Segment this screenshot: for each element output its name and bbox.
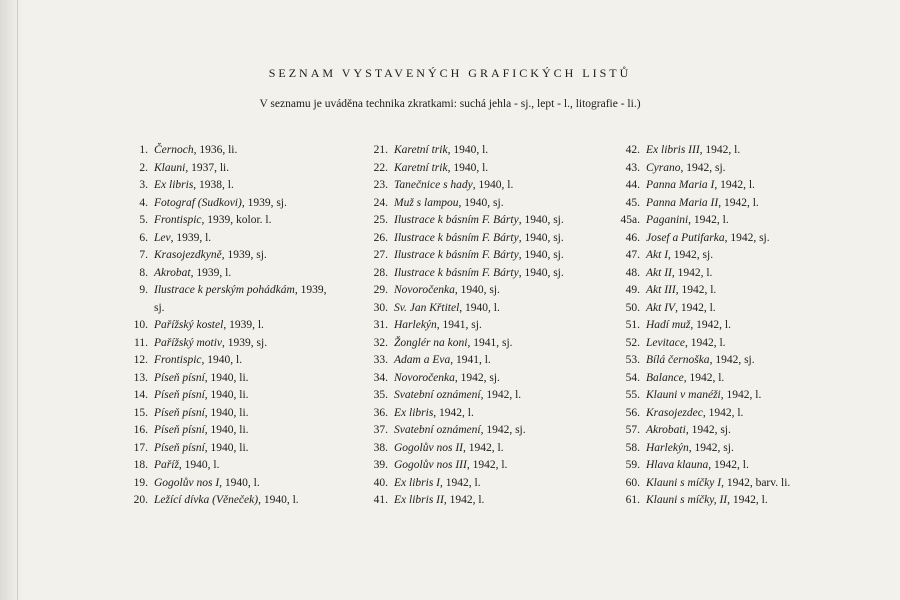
entry-title: Harlekýn — [394, 319, 437, 331]
entry-number: 39. — [373, 459, 388, 471]
catalog-entry — [362, 317, 612, 335]
entry-number: 33. — [373, 354, 388, 366]
entry-number: 12. — [133, 354, 148, 366]
entry-number: 30. — [373, 301, 388, 314]
catalog-entry — [608, 352, 848, 370]
page-title: SEZNAM VYSTAVENÝCH GRAFICKÝCH LISTŮ — [268, 66, 632, 80]
catalog-entry — [608, 282, 848, 300]
catalog-entry — [608, 195, 848, 213]
entry-title: Akt III — [646, 284, 676, 296]
entry-details: , 1942, l. — [718, 196, 759, 209]
entry-number: 61. — [625, 494, 640, 506]
catalog-entry — [608, 335, 848, 353]
entry-title: Píseň písní — [154, 441, 205, 454]
catalog-entry — [362, 282, 612, 300]
entry-title: Ex libris II — [394, 494, 444, 506]
catalog-entry — [362, 387, 612, 405]
entry-number: 53. — [625, 354, 640, 366]
entry-details: , 1940, sj. — [458, 196, 504, 209]
catalog-entry — [608, 370, 848, 388]
catalog-entry — [608, 422, 848, 440]
entry-title: Paganini — [646, 214, 689, 226]
catalog-entry — [122, 335, 347, 353]
entry-number: 25. — [373, 214, 388, 226]
entry-number: 15. — [133, 406, 148, 419]
entry-details: , 1940, sj. — [518, 214, 564, 226]
entry-details: , 1940, sj. — [518, 249, 564, 261]
entry-number: 54. — [625, 371, 640, 384]
entry-details: , 1942, l. — [480, 389, 522, 401]
entry-details: , 1940, l. — [178, 459, 220, 471]
entry-title: Píseň písní — [154, 406, 205, 419]
catalog-entry — [608, 247, 848, 265]
catalog-entry — [122, 247, 347, 265]
entry-number: 14. — [133, 389, 148, 401]
catalog-entry — [608, 265, 848, 283]
entry-number: 59. — [625, 459, 640, 471]
entry-title: Krasojezdkyně — [154, 249, 222, 261]
entry-number: 50. — [625, 301, 640, 314]
entry-details: , 1942, l. — [727, 494, 768, 506]
entry-details: , 1940, l. — [472, 179, 514, 191]
catalog-column-1 — [122, 142, 347, 510]
entry-title: Pařížský motiv — [154, 336, 223, 349]
entry-details: , 1942, sj. — [680, 161, 726, 174]
entry-title: Píseň písní — [154, 389, 205, 401]
entry-number: 19. — [133, 476, 148, 489]
entry-number: 11. — [134, 336, 148, 349]
entry-details: , 1940, li. — [204, 406, 249, 419]
entry-title: Tanečnice s hady — [394, 179, 473, 191]
entry-details: , 1942, l. — [708, 459, 749, 471]
catalog-entry — [608, 492, 848, 510]
entry-number: 20. — [133, 494, 148, 506]
catalog-entry — [362, 142, 612, 160]
entry-number: 58. — [625, 441, 640, 454]
catalog-entry — [608, 300, 848, 318]
entry-details: , 1942, l. — [702, 406, 744, 419]
entry-number: 38. — [373, 441, 388, 454]
entry-title: Klauni v manéži — [646, 389, 721, 401]
entry-number: 37. — [373, 424, 388, 436]
entry-title: Píseň písní — [154, 371, 205, 384]
catalog-entry — [362, 160, 612, 178]
entry-details: , 1942, sj. — [668, 249, 714, 261]
entry-title: Akt II — [646, 266, 672, 279]
entry-title: Ex libris I — [394, 476, 440, 489]
entry-number: 8. — [139, 266, 148, 279]
catalog-column-3 — [608, 142, 848, 510]
entry-details: , 1936, li. — [193, 144, 238, 156]
entry-title: Žonglér na koni — [394, 336, 468, 349]
catalog-entry — [362, 352, 612, 370]
entry-details: , 1940, l. — [201, 354, 243, 366]
entry-title: Klauni s míčky I — [646, 476, 722, 489]
catalog-entry — [608, 212, 848, 230]
entry-details: , 1941, sj. — [467, 336, 513, 349]
catalog-entry — [122, 405, 347, 423]
entry-number: 21. — [373, 144, 388, 156]
entry-number: 42. — [625, 144, 640, 156]
page-edge — [0, 0, 24, 600]
catalog-entry — [122, 475, 347, 493]
entry-title: Ex libris — [394, 406, 434, 419]
entry-number: 10. — [133, 319, 148, 331]
entry-title: Muž s lampou — [394, 196, 459, 209]
entry-title: Paříž — [154, 459, 179, 471]
entry-title: Ex libris III — [646, 144, 700, 156]
entry-details: , 1942, sj. — [685, 424, 731, 436]
catalog-entry — [362, 335, 612, 353]
entry-details: , 1940, li. — [204, 371, 249, 384]
entry-details: , 1942, l. — [720, 389, 762, 401]
catalog-entry — [122, 195, 347, 213]
entry-number: 57. — [625, 424, 640, 436]
entry-details: , 1939, kolor. l. — [201, 214, 272, 226]
entry-number: 44. — [625, 179, 640, 191]
entry-number: 35. — [373, 389, 388, 401]
entry-details: , 1941, sj. — [436, 319, 482, 331]
catalog-entry — [608, 317, 848, 335]
entry-title: Krasojezdec — [646, 406, 703, 419]
entry-title: Gogolův nos I — [154, 476, 220, 489]
entry-number: 43. — [625, 161, 640, 174]
entry-title: Akrobat — [154, 266, 191, 279]
catalog-entry — [122, 457, 347, 475]
entry-details: , 1939, sj. — [154, 284, 327, 314]
catalog-entry — [122, 440, 347, 458]
entry-title: Panna Maria II — [646, 196, 719, 209]
entry-title: Klauni — [154, 161, 186, 174]
entry-number: 34. — [373, 371, 388, 384]
entry-details: , 1942, l. — [443, 494, 485, 506]
catalog-entry — [608, 177, 848, 195]
entry-details: , 1942, sj. — [724, 231, 770, 244]
entry-title: Ilustrace k básním F. Bárty — [394, 249, 519, 261]
catalog-entry — [362, 265, 612, 283]
catalog-entry — [608, 387, 848, 405]
entry-title: Adam a Eva — [394, 354, 451, 366]
entry-details: , 1942, sj. — [454, 371, 500, 384]
entry-details: , 1939, l. — [223, 319, 264, 331]
entry-title: Fotograf (Sudkovi) — [154, 196, 242, 209]
catalog-entry — [122, 265, 347, 283]
catalog-entry — [608, 440, 848, 458]
entry-title: Ilustrace k perským pohádkám — [154, 284, 295, 296]
entry-details: , 1940, li. — [204, 424, 249, 436]
catalog-entry — [608, 405, 848, 423]
entry-title: Ilustrace k básním F. Bárty — [394, 214, 519, 226]
catalog-entry — [362, 195, 612, 213]
entry-title: Svatební oznámení — [394, 389, 481, 401]
entry-title: Sv. Jan Křtitel — [394, 301, 460, 314]
catalog-entry — [608, 475, 848, 493]
entry-number: 22. — [373, 161, 388, 174]
entry-details: , 1940, l. — [447, 161, 489, 174]
entry-number: 31. — [373, 319, 388, 331]
entry-title: Panna Maria I — [646, 179, 715, 191]
entry-number: 60. — [625, 476, 640, 489]
entry-details: , 1942, l. — [463, 441, 504, 454]
catalog-entry — [122, 212, 347, 230]
catalog-entry — [122, 177, 347, 195]
entry-number: 45a. — [620, 214, 640, 226]
catalog-entry — [362, 475, 612, 493]
entry-title: Novoročenka — [394, 371, 455, 384]
entry-number: 52. — [625, 336, 640, 349]
entry-details: , 1942, l. — [688, 214, 729, 226]
entry-title: Harlekýn — [646, 441, 689, 454]
entry-details: , 1942, l. — [690, 319, 731, 331]
entry-number: 5. — [139, 214, 148, 226]
catalog-entry — [362, 440, 612, 458]
entry-details: , 1942, l. — [671, 266, 713, 279]
catalog-entry — [362, 492, 612, 510]
entry-number: 40. — [373, 476, 388, 489]
entry-number: 24. — [373, 196, 388, 209]
catalog-entry — [122, 230, 347, 248]
catalog-entry — [362, 212, 612, 230]
catalog-entry — [608, 142, 848, 160]
entry-number: 7. — [139, 249, 148, 261]
catalog-entry — [122, 370, 347, 388]
entry-details: , 1940, sj. — [518, 266, 564, 279]
catalog-entry — [122, 142, 347, 160]
entry-title: Ilustrace k básním F. Bárty — [394, 266, 519, 279]
entry-details: , 1940, li. — [204, 441, 249, 454]
entry-number: 9. — [139, 284, 148, 296]
entry-number: 49. — [625, 284, 640, 296]
entry-details: , 1939, sj. — [241, 196, 287, 209]
entry-number: 29. — [373, 284, 388, 296]
entry-number: 51. — [625, 319, 640, 331]
entry-title: Lev — [154, 231, 171, 244]
catalog-entry — [362, 300, 612, 318]
entry-details: , 1942, l. — [714, 179, 755, 191]
entry-number: 28. — [373, 266, 388, 279]
entry-details: , 1942, l. — [433, 406, 474, 419]
entry-title: Píseň písní — [154, 424, 205, 436]
entry-title: Ilustrace k básním F. Bárty — [394, 231, 519, 244]
entry-details: , 1940, sj. — [454, 284, 500, 296]
catalog-entry — [608, 160, 848, 178]
entry-title: Ležící dívka (Věneček) — [154, 494, 259, 506]
catalog-entry — [122, 492, 347, 510]
entry-number: 56. — [625, 406, 640, 419]
entry-title: Pařížský kostel — [154, 319, 224, 331]
catalog-entry — [362, 230, 612, 248]
entry-title: Akrobati — [646, 424, 686, 436]
entry-title: Bílá černoška — [646, 354, 710, 366]
catalog-entry — [122, 422, 347, 440]
entry-details: , 1940, l. — [447, 144, 489, 156]
catalog-entry — [122, 387, 347, 405]
entry-title: Karetní trik — [394, 144, 448, 156]
catalog-entry — [608, 230, 848, 248]
entry-number: 55. — [625, 389, 640, 401]
entry-details: , 1940, l. — [258, 494, 299, 506]
entry-title: Josef a Putifarka — [646, 231, 725, 244]
entry-number: 3. — [139, 179, 148, 191]
entry-details: , 1942, sj. — [480, 424, 526, 436]
entry-number: 23. — [373, 179, 388, 191]
entry-details: , 1941, l. — [450, 354, 491, 366]
entry-details: , 1938, l. — [193, 179, 234, 191]
entry-details: , 1939, sj. — [221, 249, 267, 261]
catalog-entry — [122, 160, 347, 178]
entry-details: , 1940, l. — [459, 301, 500, 314]
entry-title: Novoročenka — [394, 284, 455, 296]
entry-details: , 1942, barv. li. — [721, 476, 791, 489]
entry-number: 36. — [373, 406, 388, 419]
entry-details: , 1942, l. — [440, 476, 481, 489]
entry-number: 17. — [133, 441, 148, 454]
entry-details: , 1940, sj. — [518, 231, 564, 244]
entry-title: Akt I — [646, 249, 669, 261]
entry-title: Karetní trik — [394, 161, 448, 174]
entry-number: 26. — [373, 231, 388, 244]
catalog-entry — [362, 422, 612, 440]
entry-number: 27. — [373, 249, 388, 261]
catalog-entry — [608, 457, 848, 475]
technique-legend: V seznamu je uváděna technika zkratkami: suchá jehla - sj., lept - l., litografie - li.) — [259, 98, 641, 110]
entry-number: 47. — [625, 249, 640, 261]
entry-title: Hlava klauna — [646, 459, 709, 471]
entry-number: 2. — [139, 161, 148, 174]
catalog-entry — [362, 177, 612, 195]
entry-details: , 1939, l. — [190, 266, 232, 279]
entry-title: Frontispic — [154, 354, 202, 366]
entry-details: , 1940, li. — [204, 389, 249, 401]
entry-title: Frontispic — [154, 214, 202, 226]
entry-number: 46. — [625, 231, 640, 244]
entry-number: 1. — [139, 144, 148, 156]
entry-title: Balance — [646, 371, 684, 384]
entry-title: Cyrano — [646, 161, 681, 174]
entry-details: , 1942, sj. — [709, 354, 755, 366]
entry-number: 4. — [139, 196, 148, 209]
catalog-entry — [362, 370, 612, 388]
entry-title: Levitace — [646, 336, 685, 349]
entry-title: Gogolův nos II — [394, 441, 463, 454]
entry-details: , 1942, l. — [699, 144, 741, 156]
catalog-entry — [122, 352, 347, 370]
entry-details: , 1942, sj. — [688, 441, 734, 454]
catalog-entry — [122, 317, 347, 335]
entry-details: , 1942, l. — [675, 284, 717, 296]
entry-title: Svatební oznámení — [394, 424, 481, 436]
entry-details: , 1939, sj. — [222, 336, 268, 349]
entry-details: , 1937, li. — [185, 161, 230, 174]
entry-title: Černoch — [154, 144, 194, 156]
entry-number: 48. — [625, 266, 640, 279]
entry-number: 45. — [625, 196, 640, 209]
entry-title: Klauni s míčky, II — [646, 494, 728, 506]
entry-number: 18. — [133, 459, 148, 471]
entry-details: , 1942, l. — [683, 371, 725, 384]
entry-details: , 1940, l. — [219, 476, 260, 489]
catalog-entry — [362, 405, 612, 423]
entry-number: 16. — [133, 424, 148, 436]
entry-number: 32. — [373, 336, 388, 349]
entry-title: Gogolův nos III — [394, 459, 467, 471]
catalog-entry — [362, 247, 612, 265]
entry-number: 13. — [133, 371, 148, 384]
entry-title: Ex libris — [154, 179, 194, 191]
catalog-column-2 — [362, 142, 612, 510]
catalog-entry — [122, 282, 347, 317]
entry-title: Hadí muž — [646, 319, 691, 331]
entry-details: , 1942, l. — [675, 301, 716, 314]
entry-details: , 1942, l. — [466, 459, 508, 471]
entry-title: Akt IV — [646, 301, 676, 314]
catalog-entry — [362, 457, 612, 475]
entry-details: , 1939, l. — [170, 231, 212, 244]
entry-number: 6. — [139, 231, 148, 244]
entry-details: , 1942, l. — [684, 336, 726, 349]
entry-number: 41. — [373, 494, 388, 506]
